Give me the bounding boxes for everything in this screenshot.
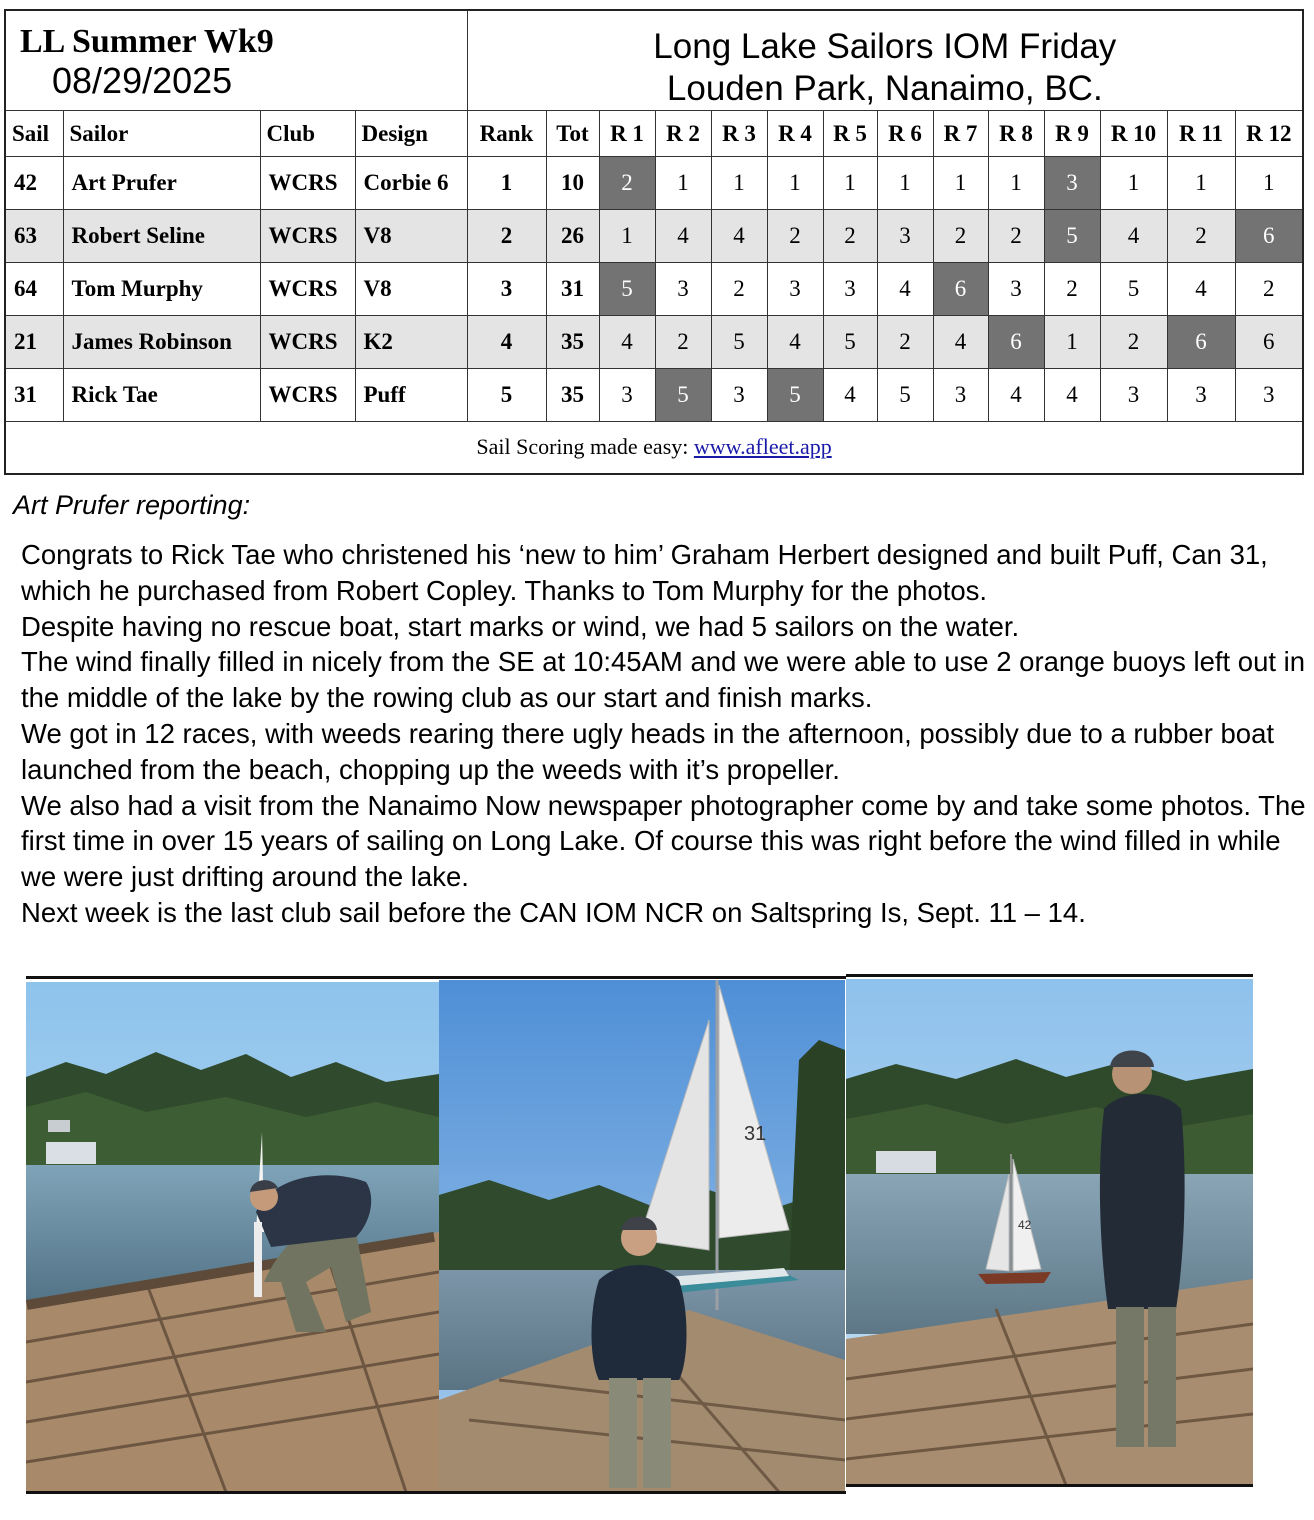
race-score-cell: 4 xyxy=(655,210,711,263)
race-score-cell: 1 xyxy=(711,157,767,210)
report-paragraph: Congrats to Rick Tae who christened his ‘new to him’ Graham Herbert designed and built Puff, Can 31, which he purchased from Robert Copley. Thanks to Tom Murphy for the photos. xyxy=(21,539,1268,606)
sailor-name-cell: Robert Seline xyxy=(63,210,260,263)
club-cell: WCRS xyxy=(260,263,355,316)
race-score-cell: 2 xyxy=(877,316,933,369)
club-cell: WCRS xyxy=(260,369,355,422)
race-score-cell: 3 xyxy=(877,210,933,263)
column-header-r-4: R 4 xyxy=(767,111,823,157)
race-score-cell: 6 xyxy=(1235,210,1303,263)
report-body xyxy=(21,537,1306,931)
total-cell: 31 xyxy=(546,263,599,316)
sailor-name-cell: Tom Murphy xyxy=(63,263,260,316)
race-score-cell: 3 xyxy=(823,263,877,316)
report-byline: Art Prufer reporting: xyxy=(13,490,251,520)
column-header-rank: Rank xyxy=(467,111,546,157)
race-score-cell: 6 xyxy=(988,316,1044,369)
event-date: 08/29/2025 xyxy=(52,60,233,101)
column-header-r-9: R 9 xyxy=(1044,111,1100,157)
race-score-cell: 6 xyxy=(933,263,988,316)
sail-number-cell: 64 xyxy=(5,263,63,316)
venue-title: Louden Park, Nanaimo, BC. xyxy=(666,69,1103,108)
club-cell: WCRS xyxy=(260,210,355,263)
photo-strip-top-line-left xyxy=(26,976,846,979)
race-score-cell: 5 xyxy=(767,369,823,422)
results-table xyxy=(4,9,1304,475)
race-score-cell: 1 xyxy=(933,157,988,210)
table-footer xyxy=(5,422,1303,474)
column-header-sailor: Sailor xyxy=(63,111,260,157)
race-score-cell: 4 xyxy=(599,316,655,369)
race-score-cell: 6 xyxy=(1167,316,1235,369)
race-score-cell: 2 xyxy=(1235,263,1303,316)
race-score-cell: 2 xyxy=(711,263,767,316)
table-row xyxy=(5,210,1303,263)
race-score-cell: 4 xyxy=(877,263,933,316)
race-score-cell: 2 xyxy=(1167,210,1235,263)
rank-cell: 3 xyxy=(467,263,546,316)
column-header-r-11: R 11 xyxy=(1167,111,1235,157)
sail-number-31: 31 xyxy=(744,1123,767,1145)
photo-rick-on-dock xyxy=(26,982,439,1492)
sail-number-42: 42 xyxy=(1018,1218,1032,1232)
table-row xyxy=(5,369,1303,422)
report-paragraph: Despite having no rescue boat, start marks or wind, we had 5 sailors on the water. xyxy=(21,610,1020,642)
race-score-cell: 6 xyxy=(1235,316,1303,369)
sail-number-cell: 31 xyxy=(5,369,63,422)
race-score-cell: 4 xyxy=(933,316,988,369)
club-cell: WCRS xyxy=(260,157,355,210)
race-score-cell: 5 xyxy=(1044,210,1100,263)
total-cell: 26 xyxy=(546,210,599,263)
table-row xyxy=(5,157,1303,210)
race-score-cell: 3 xyxy=(655,263,711,316)
race-score-cell: 3 xyxy=(1100,369,1167,422)
race-score-cell: 2 xyxy=(988,210,1044,263)
photo-strip-top-line-right xyxy=(846,974,1253,977)
event-header xyxy=(5,10,467,111)
race-score-cell: 1 xyxy=(599,210,655,263)
design-cell: V8 xyxy=(355,263,467,316)
column-header-r-10: R 10 xyxy=(1100,111,1167,157)
race-score-cell: 4 xyxy=(1167,263,1235,316)
race-score-cell: 2 xyxy=(767,210,823,263)
race-score-cell: 5 xyxy=(877,369,933,422)
race-score-cell: 3 xyxy=(767,263,823,316)
column-header-r-2: R 2 xyxy=(655,111,711,157)
rank-cell: 2 xyxy=(467,210,546,263)
photo-strip-bottom-line-left xyxy=(26,1491,846,1494)
race-score-cell: 1 xyxy=(877,157,933,210)
photo-sailor-with-boat-42 xyxy=(846,979,1253,1485)
race-score-cell: 3 xyxy=(599,369,655,422)
race-score-cell: 4 xyxy=(823,369,877,422)
report-paragraph: We also had a visit from the Nanaimo Now newspaper photographer come by and take some photos. The first time in over 15 years of sailing on Long Lake. Of course this was right before the wind filled in while we were just drifting around the lake. xyxy=(21,789,1306,893)
sail-number-cell: 42 xyxy=(5,157,63,210)
event-name: LL Summer Wk9 xyxy=(20,23,274,60)
race-score-cell: 3 xyxy=(1167,369,1235,422)
column-header-r-1: R 1 xyxy=(599,111,655,157)
race-score-cell: 2 xyxy=(933,210,988,263)
design-cell: Corbie 6 xyxy=(355,157,467,210)
rank-cell: 1 xyxy=(467,157,546,210)
series-title: Long Lake Sailors IOM Friday xyxy=(653,27,1117,66)
photo-sailor-with-boat-42-image xyxy=(846,979,1253,1485)
afleet-link[interactable]: www.afleet.app xyxy=(693,434,832,460)
column-header-sail: Sail xyxy=(5,111,63,157)
race-score-cell: 3 xyxy=(711,369,767,422)
race-score-cell: 3 xyxy=(1044,157,1100,210)
race-score-cell: 1 xyxy=(1235,157,1303,210)
column-header-r-6: R 6 xyxy=(877,111,933,157)
table-footer-row xyxy=(5,422,1303,474)
table-row xyxy=(5,316,1303,369)
sail-number-cell: 63 xyxy=(5,210,63,263)
race-score-cell: 2 xyxy=(1100,316,1167,369)
column-header-r-12: R 12 xyxy=(1235,111,1303,157)
photo-strip-bottom-line-right xyxy=(846,1484,1253,1487)
column-header-r-3: R 3 xyxy=(711,111,767,157)
rank-cell: 4 xyxy=(467,316,546,369)
race-score-cell: 3 xyxy=(988,263,1044,316)
race-score-cell: 4 xyxy=(711,210,767,263)
column-header-r-8: R 8 xyxy=(988,111,1044,157)
race-score-cell: 4 xyxy=(767,316,823,369)
race-score-cell: 4 xyxy=(988,369,1044,422)
race-score-cell: 5 xyxy=(655,369,711,422)
series-header xyxy=(467,10,1303,111)
column-header-row xyxy=(5,111,1303,157)
race-score-cell: 3 xyxy=(933,369,988,422)
photo-rick-on-dock-image xyxy=(26,982,439,1492)
total-cell: 35 xyxy=(546,316,599,369)
race-score-cell: 2 xyxy=(823,210,877,263)
column-header-tot: Tot xyxy=(546,111,599,157)
report-paragraph: Next week is the last club sail before the CAN IOM NCR on Saltspring Is, Sept. 11 – 14. xyxy=(21,896,1086,928)
race-score-cell: 2 xyxy=(655,316,711,369)
race-score-cell: 1 xyxy=(655,157,711,210)
table-title-row xyxy=(5,10,1303,111)
column-header-design: Design xyxy=(355,111,467,157)
report-paragraph: The wind finally filled in nicely from the SE at 10:45AM and we were able to use 2 orange buoys left out in the middle of the lake by the rowing club as our start and finish marks. xyxy=(21,646,1306,714)
total-cell: 10 xyxy=(546,157,599,210)
race-score-cell: 1 xyxy=(988,157,1044,210)
design-cell: Puff xyxy=(355,369,467,422)
photo-rick-with-puff xyxy=(439,980,845,1492)
race-score-cell: 4 xyxy=(1044,369,1100,422)
report-paragraph: We got in 12 races, with weeds rearing there ugly heads in the afternoon, possibly due to a rubber boat launched from the beach, chopping up the weeds with it’s propeller. xyxy=(21,717,1275,785)
total-cell: 35 xyxy=(546,369,599,422)
column-header-r-5: R 5 xyxy=(823,111,877,157)
photo-rick-with-puff-image xyxy=(439,980,845,1492)
race-score-cell: 1 xyxy=(1167,157,1235,210)
race-score-cell: 2 xyxy=(1044,263,1100,316)
race-score-cell: 1 xyxy=(823,157,877,210)
race-score-cell: 1 xyxy=(1100,157,1167,210)
race-score-cell: 5 xyxy=(823,316,877,369)
design-cell: V8 xyxy=(355,210,467,263)
footer-text: Sail Scoring made easy: xyxy=(476,434,694,460)
design-cell: K2 xyxy=(355,316,467,369)
race-score-cell: 4 xyxy=(1100,210,1167,263)
rank-cell: 5 xyxy=(467,369,546,422)
race-score-cell: 5 xyxy=(599,263,655,316)
race-score-cell: 5 xyxy=(1100,263,1167,316)
column-header-club: Club xyxy=(260,111,355,157)
sailor-name-cell: Rick Tae xyxy=(63,369,260,422)
table-row xyxy=(5,263,1303,316)
sailor-name-cell: Art Prufer xyxy=(63,157,260,210)
race-score-cell: 3 xyxy=(1235,369,1303,422)
race-score-cell: 1 xyxy=(1044,316,1100,369)
race-score-cell: 1 xyxy=(767,157,823,210)
club-cell: WCRS xyxy=(260,316,355,369)
race-score-cell: 5 xyxy=(711,316,767,369)
sailor-name-cell: James Robinson xyxy=(63,316,260,369)
column-header-r-7: R 7 xyxy=(933,111,988,157)
race-score-cell: 2 xyxy=(599,157,655,210)
sail-number-cell: 21 xyxy=(5,316,63,369)
